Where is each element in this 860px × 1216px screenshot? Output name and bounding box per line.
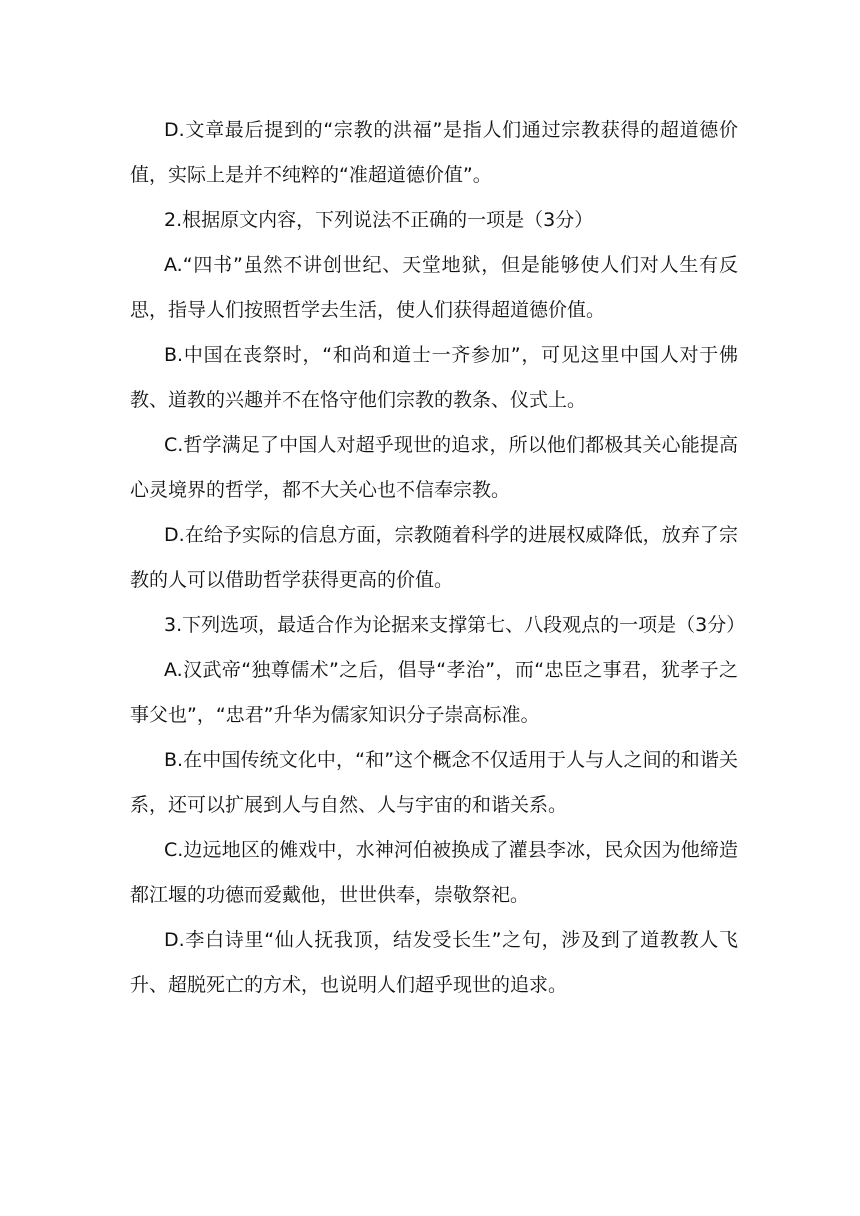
option-a-q2: A.“四书”虽然不讲创世纪、天堂地狱，但是能够使人们对人生有反思，指导人们按照哲学去生活，使人们获得超道德价值。 <box>130 254 738 321</box>
document-body <box>130 108 746 1008</box>
option-d-q3: D.李白诗里“仙人抚我顶，结发受长生”之句，涉及到了道教教人飞升、超脱死亡的方术，也说明人们超乎现世的追求。 <box>130 929 738 996</box>
question-3-stem: 3.下列选项，最适合作为论据来支撑第七、八段观点的一项是（3分） <box>164 614 746 636</box>
option-d-q1: D.文章最后提到的“宗教的洪福”是指人们通过宗教获得的超道德价值，实际上是并不纯粹的“准超道德价值”。 <box>130 119 738 186</box>
option-b-q2: B.中国在丧祭时，“和尚和道士一齐参加”，可见这里中国人对于佛教、道教的兴趣并不在恪守他们宗教的教条、仪式上。 <box>130 344 738 411</box>
option-c-q3: C.边远地区的傩戏中，水神河伯被换成了灌县李冰，民众因为他缔造都江堰的功德而爱戴他，世世供奉，崇敬祭祀。 <box>130 839 738 906</box>
option-d-q2: D.在给予实际的信息方面，宗教随着科学的进展权威降低，放弃了宗教的人可以借助哲学获得更高的价值。 <box>130 524 738 591</box>
question-2-stem: 2.根据原文内容，下列说法不正确的一项是（3分） <box>164 209 594 231</box>
option-b-q3: B.在中国传统文化中，“和”这个概念不仅适用于人与人之间的和谐关系，还可以扩展到人与自然、人与宇宙的和谐关系。 <box>130 749 738 816</box>
option-c-q2: C.哲学满足了中国人对超乎现世的追求，所以他们都极其关心能提高心灵境界的哲学，都不大关心也不信奉宗教。 <box>130 434 738 501</box>
option-a-q3: A.汉武帝“独尊儒术”之后，倡导“孝治”，而“忠臣之事君，犹孝子之事父也”，“忠君”升华为儒家知识分子崇高标准。 <box>130 659 738 726</box>
